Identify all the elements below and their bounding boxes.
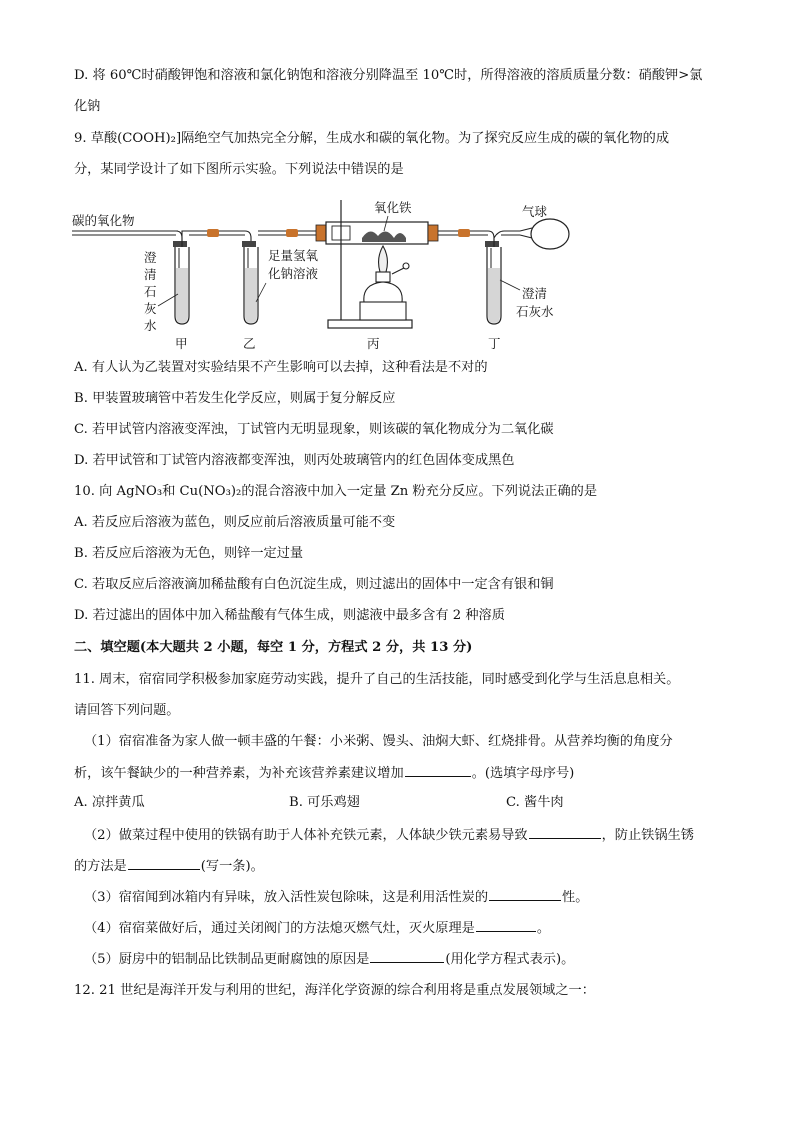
q11-part5-text-a: （5）厨房中的铝制品比铁制品更耐腐蚀的原因是 [84,952,370,967]
q11-part1-line1: （1）宿宿准备为家人做一顿丰盛的午餐：小米粥、馒头、油焖大虾、红烧排骨。从营养均衡的角度分 [84,734,673,749]
jia-liquid-char-1: 澄 [144,250,157,265]
q11-part4-text-b: 。 [536,921,551,936]
q11-part1-option-c: C. 酱牛肉 [506,795,564,810]
oxide-label: 氧化铁 [374,200,412,215]
q11-part1-text-b: 。(选填字母序号) [471,766,575,781]
ding-liquid-label-1: 澄清 [522,286,548,301]
answer-blank-5[interactable] [476,918,536,932]
q11-part1-text-a: 析，该午餐缺少的一种营养素，为补充该营养素建议增加 [74,766,404,781]
experiment-apparatus-diagram [70,198,570,353]
answer-blank-3[interactable] [128,856,200,870]
liquid-yi [245,268,257,323]
q8-option-d-line2: 化钠 [74,99,101,114]
answer-blank-1[interactable] [405,763,471,777]
connector-jia-yi [189,229,245,237]
q9-option-a: A. 有人认为乙装置对实验结果不产生影响可以去掉，这种看法是不对的 [74,360,488,375]
combustion-tube-bing [316,222,438,244]
answer-blank-4[interactable] [489,887,561,901]
inlet-label: 碳的氧化物 [72,213,135,228]
label-ding: 丁 [488,336,501,351]
inlet-tube [72,231,178,235]
section-2-heading: 二、填空题(本大题共 2 小题，每空 1 分，方程式 2 分，共 13 分) [74,640,473,655]
yi-liquid-label-1: 足量氢氧 [268,248,319,263]
q11-part2-line1 [84,825,694,846]
q11-part1-option-b: B. 可乐鸡翅 [289,795,360,810]
answer-blank-6[interactable] [370,949,444,963]
q9-option-b: B. 甲装置玻璃管中若发生化学反应，则属于复分解反应 [74,391,396,406]
jia-liquid-char-2: 清 [144,267,157,282]
stopper-jia [173,241,187,247]
q11-part1-option-a: A. 凉拌黄瓜 [74,795,145,810]
test-tube-ding [485,231,520,324]
q11-part5 [84,949,574,970]
connector-yi-bing [258,229,316,237]
q10-option-b: B. 若反应后溶液为无色，则锌一定过量 [74,546,304,561]
alcohol-burner [360,246,409,320]
q11-stem-line1: 11. 周末，宿宿同学积极参加家庭劳动实践，提升了自己的生活技能，同时感受到化学与生活息息相关。 [74,672,680,687]
q9-stem-line1: 9. 草酸(COOH)₂]隔绝空气加热完全分解，生成水和碳的氧化物。为了探究反应生成的碳的氧化物的成 [74,131,670,146]
q11-part3-text-a: （3）宿宿闻到冰箱内有异味，放入活性炭包除味，这是利用活性炭的 [84,890,489,905]
q10-option-c: C. 若取反应后溶液滴加稀盐酸有白色沉淀生成，则过滤出的固体中一定含有银和铜 [74,577,554,592]
yi-liquid-label-2: 化钠溶液 [268,266,319,281]
jia-liquid-char-4: 灰 [144,301,157,316]
stopper-ding [485,241,499,247]
test-tube-yi [242,231,258,324]
label-bing: 丙 [367,336,380,351]
stopper-yi [242,241,256,247]
jia-liquid-char-3: 石 [144,284,157,299]
q10-option-d: D. 若过滤出的固体中加入稀盐酸有气体生成，则滤液中最多含有 2 种溶质 [74,608,505,623]
q9-option-c: C. 若甲试管内溶液变浑浊，丁试管内无明显现象，则该碳的氧化物成分为二氧化碳 [74,422,554,437]
ding-liquid-label-2: 石灰水 [516,304,554,319]
q11-part2-text-a: （2）做菜过程中使用的铁锅有助于人体补充铁元素，人体缺少铁元素易导致 [84,828,528,843]
q12-stem: 12. 21 世纪是海洋开发与利用的世纪，海洋化学资源的综合利用将是重点发展领域之一： [74,983,595,998]
test-tube-jia [173,231,204,324]
q10-stem: 10. 向 AgNO₃和 Cu(NO₃)₂的混合溶液中加入一定量 Zn 粉充分反应。下列说法正确的是 [74,484,598,499]
q9-option-d: D. 若甲试管和丁试管内溶液都变浑浊，则丙处玻璃管内的红色固体变成黑色 [74,453,515,468]
iron-oxide-sample [362,231,406,242]
q11-part3 [84,887,588,908]
q11-part4 [84,918,550,939]
liquid-ding [488,268,500,323]
q11-part5-text-b: (用化学方程式表示)。 [445,952,575,967]
liquid-jia [176,268,188,323]
answer-blank-2[interactable] [529,825,601,839]
q11-part4-text-a: （4）宿宿菜做好后，通过关闭阀门的方法熄灭燃气灶，灭火原理是 [84,921,475,936]
q11-part2-text-b: ，防止铁锅生锈 [601,828,694,843]
q11-part3-text-b: 性。 [562,890,589,905]
balloon [520,219,569,249]
jia-liquid-char-5: 水 [144,318,157,333]
connector-bing-ding [438,229,488,237]
balloon-label: 气球 [522,204,548,219]
q10-option-a: A. 若反应后溶液为蓝色，则反应前后溶液质量可能不变 [74,515,396,530]
label-jia: 甲 [175,336,188,351]
q11-part1-line2 [74,763,574,784]
q11-part2-line2 [74,856,264,877]
q9-stem-line2: 分，某同学设计了如下图所示实验。下列说法中错误的是 [74,162,404,177]
q11-stem-line2: 请回答下列问题。 [74,703,180,718]
q11-part2-text-d: (写一条)。 [200,859,264,874]
label-yi: 乙 [243,336,256,351]
q8-option-d-line1: D. 将 60℃时硝酸钾饱和溶液和氯化钠饱和溶液分别降温至 10℃时，所得溶液的溶质质量分数：硝酸钾>氯 [74,68,703,83]
q11-part2-text-c: 的方法是 [74,859,127,874]
